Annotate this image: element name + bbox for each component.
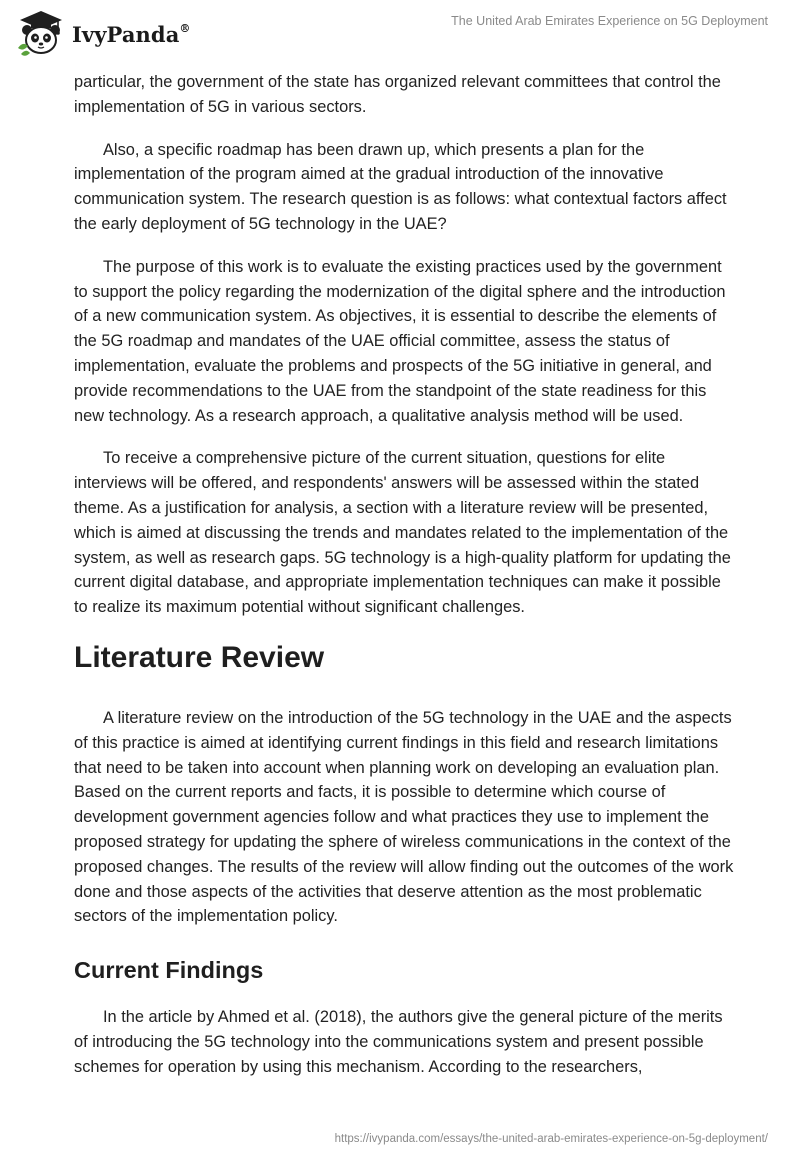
source-url-link[interactable]: https://ivypanda.com/essays/the-united-arab-emirates-experience-on-5g-deployment/ (334, 1133, 768, 1145)
heading-current-findings: Current Findings (74, 957, 264, 984)
paragraph-roadmap: Also, a specific roadmap has been drawn up, which presents a plan for the implementation of the program aimed at the gradual introduction of the innovative communication system. The research question is as follows: what contextual factors affect the early deployment of 5G technology in the UAE? (74, 140, 727, 233)
logo-name: IvyPanda (72, 21, 180, 47)
essay-content (74, 70, 734, 1098)
paragraph-purpose: The purpose of this work is to evaluate the existing practices used by the government to support the policy regarding the modernization of the digital sphere and the introduction of a new communication system. As objectives, it is essential to describe the elements of the 5G roadmap and mandates of the UAE official committee, assess the status of implementation, evaluate the problems and prospects of the 5G initiative in general, and provide recommendations to the UAE from the standpoint of the state readiness for this new technology. As a research approach, a qualitative analysis method will be used. (74, 257, 726, 425)
logo-wordmark (72, 22, 191, 47)
registered-mark: ® (179, 21, 191, 35)
heading-literature-review: Literature Review (74, 640, 325, 674)
document-title: The United Arab Emirates Experience on 5G Deployment (451, 14, 768, 28)
ivypanda-logo[interactable] (14, 8, 191, 58)
paragraph-current-findings: In the article by Ahmed et al. (2018), the authors give the general picture of the merits of introducing the 5G technology into the communications system and present possible schemes for operation by using this mechanism. According to the researchers, (74, 1008, 723, 1076)
paragraph-continued: particular, the government of the state has organized relevant committees that control the implementation of 5G in various sectors. (74, 73, 721, 116)
page-header (0, 0, 800, 62)
panda-graduate-icon (14, 8, 68, 58)
paragraph-literature-review: A literature review on the introduction of the 5G technology in the UAE and the aspects of this practice is aimed at identifying current findings in this field and research limitations that need to be taken into account when planning work on developing an evaluation plan. Based on the current reports and facts, it is possible to determine which course of development government agencies follow and what practices they use to implement the proposed strategy for updating the sphere of wireless communications in the context of the proposed changes. The results of the review will allow finding out the outcomes of the work done and those aspects of the activities that deserve attention as the most problematic sectors of the implementation policy. (74, 708, 734, 926)
paragraph-approach: To receive a comprehensive picture of the current situation, questions for elite interviews will be offered, and respondents' answers will be assessed within the stated theme. As a justification for analysis, a section with a literature review will be presented, which is aimed at discussing the trends and mandates related to the implementation of the system, as well as research gaps. 5G technology is a high-quality platform for updating the current digital database, and appropriate implementation techniques can make it possible to realize its maximum potential without significant challenges. (74, 449, 731, 617)
